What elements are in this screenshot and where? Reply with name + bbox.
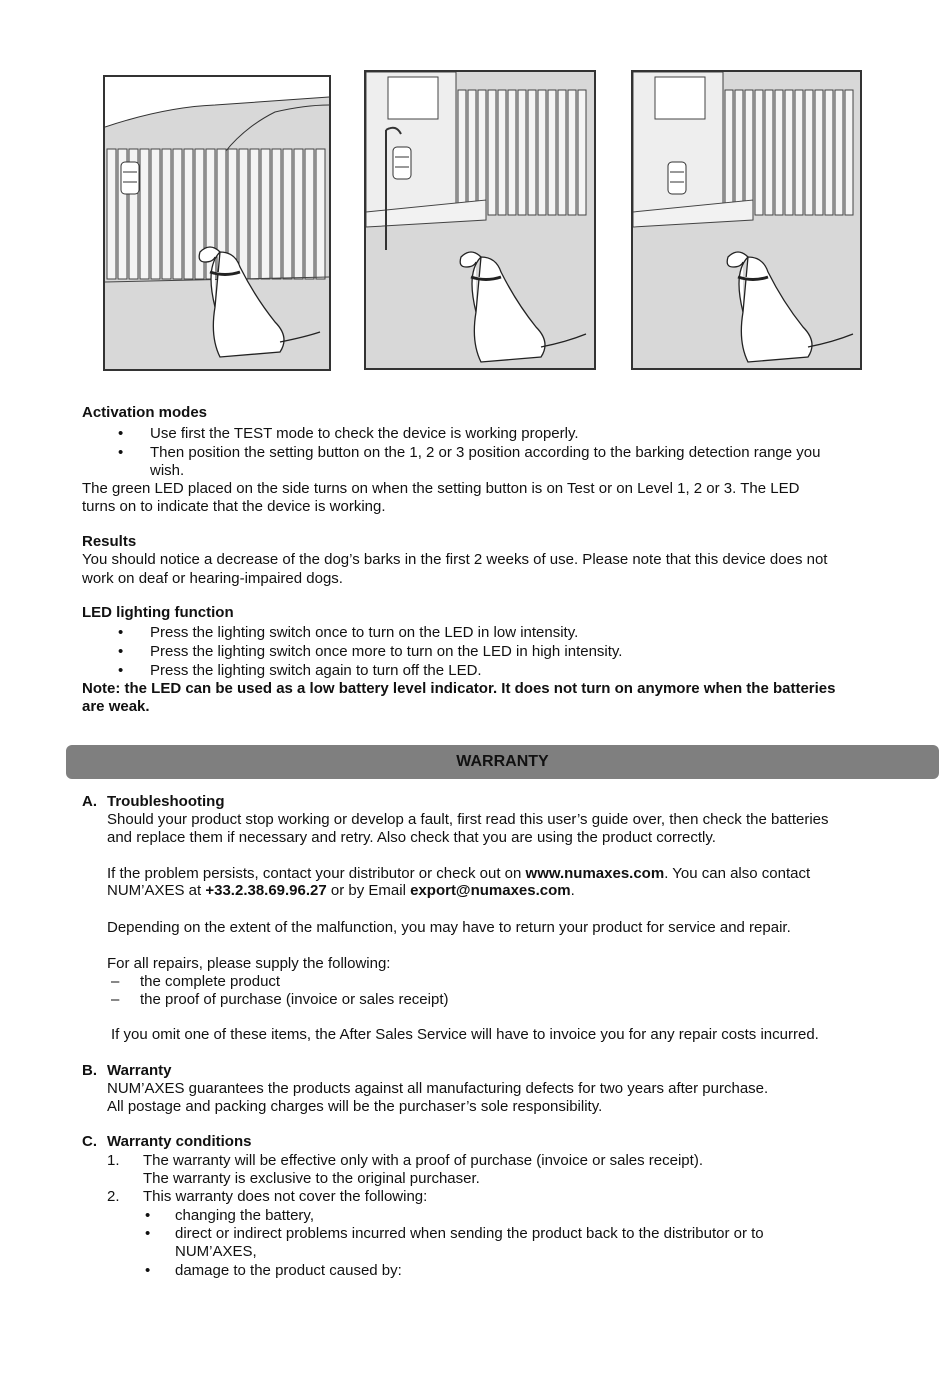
- contact-text: If the problem persists, contact your distributor or check out on: [107, 865, 526, 882]
- condition-2-line: This warranty does not cover the following:: [143, 1188, 428, 1205]
- section-a-letter: A.: [82, 793, 97, 810]
- contact-text: . You can also contact: [664, 865, 811, 882]
- repair-item-2: the proof of purchase (invoice or sales receipt): [140, 991, 449, 1008]
- bullet-icon: •: [145, 1262, 151, 1279]
- led-note-1: Note: the LED can be used as a low battery level indicator. It does not turn on anymore when the batteries: [82, 680, 836, 697]
- contact-text: .: [570, 882, 575, 899]
- section-b-line2: All postage and packing charges will be the purchaser’s sole responsibility.: [107, 1098, 603, 1115]
- section-a-heading: Troubleshooting: [107, 793, 225, 810]
- led-note-2: are weak.: [82, 698, 150, 715]
- activation-bullet-2-cont: wish.: [150, 462, 185, 479]
- exclusion-item-1: changing the battery,: [175, 1207, 314, 1224]
- repair-item-1: the complete product: [140, 973, 281, 990]
- led-heading: LED lighting function: [82, 604, 234, 621]
- section-c-letter: C.: [82, 1133, 97, 1150]
- section-b-letter: B.: [82, 1062, 97, 1079]
- condition-number-1: 1.: [107, 1152, 120, 1169]
- exclusion-item-3: damage to the product caused by:: [175, 1262, 402, 1279]
- section-a-p5: If you omit one of these items, the After Sales Service will have to invoice you for any repair costs incurred.: [111, 1026, 819, 1043]
- condition-number-2: 2.: [107, 1188, 120, 1205]
- results-heading: Results: [82, 533, 137, 550]
- illustration-window-fence-scene: [631, 70, 862, 370]
- led-bullet-2: Press the lighting switch once more to turn on the LED in high intensity.: [150, 643, 623, 660]
- section-a-p2-line1: [107, 865, 810, 883]
- bullet-icon: •: [118, 425, 124, 442]
- warranty-banner: [66, 745, 939, 779]
- email-link[interactable]: export@numaxes.com: [410, 882, 571, 899]
- bullet-icon: •: [118, 643, 124, 660]
- phone-number[interactable]: +33.2.38.69.96.27: [205, 882, 327, 899]
- section-a-p4: For all repairs, please supply the following:: [107, 955, 391, 972]
- bullet-icon: •: [118, 662, 124, 679]
- bullet-icon: •: [145, 1207, 151, 1224]
- warranty-title: WARRANTY: [456, 753, 549, 770]
- illustration-fence-scene: [103, 75, 331, 371]
- website-link[interactable]: www.numaxes.com: [525, 865, 665, 882]
- results-line-1: You should notice a decrease of the dog’s barks in the first 2 weeks of use. Please note that this device does not: [82, 551, 828, 568]
- led-bullet-1: Press the lighting switch once to turn on the LED in low intensity.: [150, 624, 579, 641]
- led-bullet-3: Press the lighting switch again to turn off the LED.: [150, 662, 482, 679]
- bullet-icon: •: [145, 1225, 151, 1242]
- results-line-2: work on deaf or hearing-impaired dogs.: [82, 570, 343, 587]
- bullet-icon: •: [118, 624, 124, 641]
- condition-1-line2: The warranty is exclusive to the original purchaser.: [143, 1170, 480, 1187]
- condition-1-line1: The warranty will be effective only with a proof of purchase (invoice or sales receipt).: [143, 1152, 703, 1169]
- activation-bullet-2: Then position the setting button on the 1, 2 or 3 position according to the barking detection range you: [150, 444, 821, 461]
- activation-para-1: The green LED placed on the side turns on when the setting button is on Test or on Level 1, 2 or 3. The LED: [82, 480, 800, 497]
- contact-text: NUM’AXES at: [107, 882, 206, 899]
- exclusion-item-2: direct or indirect problems incurred when sending the product back to the distributor or to: [175, 1225, 764, 1242]
- section-b-line1: NUM’AXES guarantees the products against all manufacturing defects for two years after purchase.: [107, 1080, 769, 1097]
- activation-bullet-1: Use first the TEST mode to check the device is working properly.: [150, 425, 579, 442]
- activation-para-2: turns on to indicate that the device is working.: [82, 498, 386, 515]
- section-a-p1-line2: and replace them if necessary and retry. Also check that you are using the product correctly.: [107, 829, 716, 846]
- section-c-heading: Warranty conditions: [107, 1133, 252, 1150]
- contact-text: or by Email: [326, 882, 411, 899]
- dash-marker: –: [111, 991, 120, 1008]
- section-a-p1-line1: Should your product stop working or develop a fault, first read this user’s guide over, then check the batteries: [107, 811, 829, 828]
- illustration-window-planter-scene: [364, 70, 596, 370]
- section-a-p3: Depending on the extent of the malfunction, you may have to return your product for service and repair.: [107, 919, 791, 936]
- bullet-icon: •: [118, 444, 124, 461]
- section-b-heading: Warranty: [107, 1062, 172, 1079]
- section-a-p2-line2: [107, 882, 575, 900]
- exclusion-item-2-cont: NUM’AXES,: [175, 1243, 257, 1260]
- dash-marker: –: [111, 973, 120, 990]
- activation-heading: Activation modes: [82, 404, 208, 421]
